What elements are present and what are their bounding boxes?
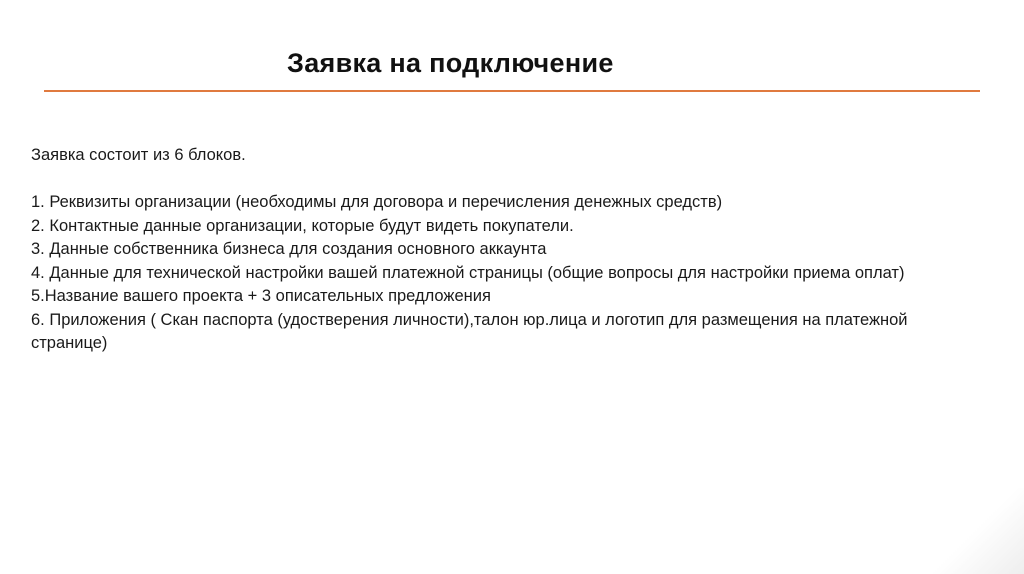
title-divider: [44, 90, 980, 92]
list-item-2: 2. Контактные данные организации, которые будут видеть покупатели.: [31, 216, 574, 235]
page-title: Заявка на подключение: [287, 48, 614, 78]
list-item-3: 3. Данные собственника бизнеса для создания основного аккаунта: [31, 240, 547, 258]
slide-body: [31, 144, 976, 356]
corner-shade: [924, 488, 1024, 574]
list-item-6: 6. Приложения ( Скан паспорта (удостверения личности),талон юр.лица и логотип для размещения на платежной странице): [31, 310, 908, 352]
list-item-5: 5.Название вашего проекта + 3 описательных предложения: [31, 287, 491, 305]
list-item-4: 4. Данные для технической настройки вашей платежной страницы (общие вопросы для настройки приема оплат): [31, 263, 905, 282]
intro-text: Заявка состоит из 6 блоков.: [31, 146, 246, 164]
list-item-1: 1. Реквизиты организации (необходимы для договора и перечисления денежных средств): [31, 193, 723, 211]
